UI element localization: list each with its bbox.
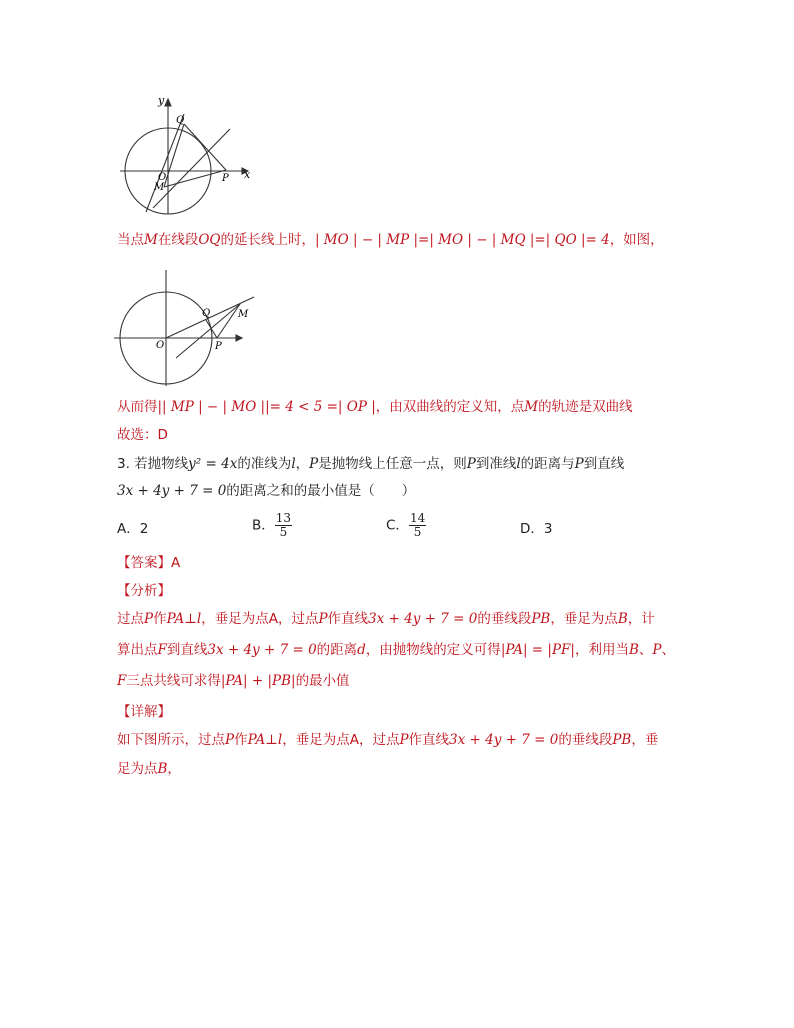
figure-2-label-p: P: [215, 341, 222, 352]
detail-label: 【详解】: [117, 704, 171, 720]
figure-1-line-qp: [184, 124, 226, 170]
detail-line-1: 如下图所示，过点P作PA⊥l，垂足为点A，过点P作直线3x + 4y + 7 = 0的垂线段PB，垂: [117, 732, 659, 748]
analysis-label: 【分析】: [117, 583, 171, 599]
figure-1-line-mp: [164, 170, 226, 187]
figure-1-label-p: P: [222, 173, 229, 184]
figure-1-line-m-q: [164, 124, 184, 187]
figure-2-circle-diagram: [112, 262, 260, 388]
conclusion-formula: || MP | − | MO ||= 4 < 5 =| OP |: [157, 399, 376, 415]
option-d: D．3: [520, 521, 553, 537]
question-line-2: 3x + 4y + 7 = 0的距离之和的最小值是（ ）: [117, 483, 416, 499]
option-b: B． $\frac{13}{5}$: [252, 511, 292, 539]
analysis-line-1: 过点P作PA⊥l，垂足为点A，过点P作直线3x + 4y + 7 = 0的垂线段PB，垂足为点B，计: [117, 611, 655, 627]
figure-2-x-arrow: [236, 335, 242, 341]
question-line-1: 3. 若抛物线y² = 4x的准线为l，P是抛物线上任意一点，则P到准线l的距离与P到直线: [117, 456, 625, 472]
detail-line-2: 足为点B，: [117, 761, 181, 777]
figure-1-label-y: y: [158, 94, 165, 107]
figure-1-y-arrow: [165, 99, 171, 106]
option-c-fraction: $\frac{14}{5}$: [409, 511, 426, 539]
case-text-line: 当点M在线段OQ的延长线上时，| MO | − | MP |=| MO | − | MQ |=| QO |= 4，如图，: [117, 232, 664, 248]
figure-1-line-m-far: [153, 129, 230, 208]
figure-1-label-q: Q: [176, 115, 185, 126]
figure-1-label-x: x: [244, 168, 251, 181]
figure-1-label-m: M: [154, 182, 165, 193]
figure-1-label-o: O: [158, 172, 167, 183]
answer-label: 【答案】A: [117, 555, 181, 571]
figure-2-label-m: M: [238, 309, 249, 320]
figure-1-line-mq: [146, 114, 184, 212]
figure-2-label-o: O: [156, 340, 165, 351]
conclusion-line: 从而得|| MP | − | MO ||= 4 < 5 =| OP |，由双曲线的定义知，点M的轨迹是双曲线: [117, 399, 633, 415]
option-c: C． $\frac{14}{5}$: [386, 511, 426, 539]
option-a: A．2: [117, 521, 149, 537]
figure-2-label-q: Q: [202, 308, 211, 319]
figure-1-circle-diagram: [118, 92, 258, 216]
case-text-formula: | MO | − | MP |=| MO | − | MQ |=| QO |= 4: [314, 232, 610, 248]
choose-line: 故选：D: [117, 427, 168, 443]
analysis-line-3: F三点共线可求得|PA| + |PB|的最小值: [117, 673, 350, 689]
option-b-fraction: $\frac{13}{5}$: [275, 511, 292, 539]
analysis-line-2: 算出点F到直线3x + 4y + 7 = 0的距离d，由抛物线的定义可得|PA| = |PF|，利用当B、P、: [117, 642, 675, 658]
